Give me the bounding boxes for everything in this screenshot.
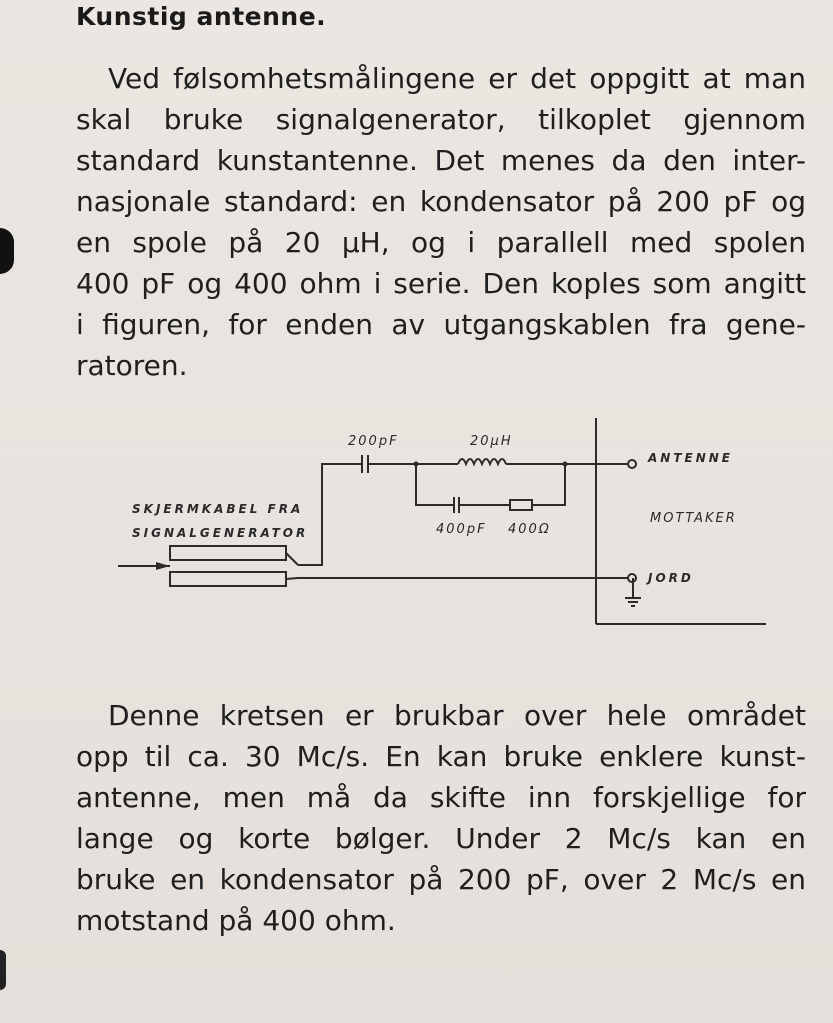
parallel-branch-left xyxy=(416,464,454,505)
parallel-branch-right xyxy=(532,464,565,505)
label-20uh: 20µH xyxy=(470,434,513,449)
label-receiver: MOTTAKER xyxy=(650,511,737,526)
resistor-400ohm xyxy=(510,500,532,510)
label-cable-2: SIGNALGENERATOR xyxy=(132,526,309,540)
paragraph-line: lange og korte bølger. Under 2 Mc/s kan en xyxy=(76,822,806,855)
junction-dot xyxy=(563,462,568,467)
label-400pf: 400pF xyxy=(436,522,487,537)
paragraph-line: antenne, men må da skifte inn forskjellige for xyxy=(76,781,806,814)
finger-shadow-lower xyxy=(0,950,6,990)
paragraph-line: opp til ca. 30 Mc/s. En kan bruke enklere kunst- xyxy=(76,740,806,773)
paragraph-line: i figuren, for enden av utgangskablen fra gene- xyxy=(76,308,806,341)
circuit-diagram xyxy=(118,410,778,635)
paragraph-line: Denne kretsen er brukbar over hele området xyxy=(108,699,806,732)
label-200pf: 200pF xyxy=(348,434,399,449)
label-antenna: ANTENNE xyxy=(648,451,733,465)
finger-shadow xyxy=(0,228,14,274)
junction-dot xyxy=(414,462,419,467)
label-400ohm: 400Ω xyxy=(508,522,551,537)
paragraph-line: ratoren. xyxy=(76,349,188,382)
paragraph-line: 400 pF og 400 ohm i serie. Den koples som angitt xyxy=(76,267,806,300)
paragraph-line: Ved følsomhetsmålingene er det oppgitt at man xyxy=(108,62,806,95)
arrow-icon xyxy=(156,562,170,570)
section-heading: Kunstig antenne. xyxy=(76,2,327,31)
signal-wire xyxy=(298,464,362,565)
paragraph-line: motstand på 400 ohm. xyxy=(76,904,396,937)
paragraph-line: bruke en kondensator på 200 pF, over 2 Mc/s en xyxy=(76,863,806,896)
paragraph-line: nasjonale standard: en kondensator på 200 pF og xyxy=(76,185,806,218)
cable-core-exit xyxy=(286,553,298,565)
paragraph-line: en spole på 20 µH, og i parallell med spolen xyxy=(76,226,806,259)
paragraph-line: standard kunstantenne. Det menes da den inter- xyxy=(76,144,806,177)
paragraph-conclusion xyxy=(76,695,806,941)
paragraph-intro xyxy=(76,58,806,386)
antenna-terminal xyxy=(628,460,636,468)
label-ground: JORD xyxy=(648,571,694,585)
cable-shield-exit xyxy=(286,578,298,579)
coil-20uh xyxy=(458,459,506,464)
shielded-cable-bottom xyxy=(170,572,286,586)
paragraph-line: skal bruke signalgenerator, tilkoplet gjennom xyxy=(76,103,806,136)
shielded-cable-top xyxy=(170,546,286,560)
label-cable-1: SKJERMKABEL FRA xyxy=(132,502,304,516)
